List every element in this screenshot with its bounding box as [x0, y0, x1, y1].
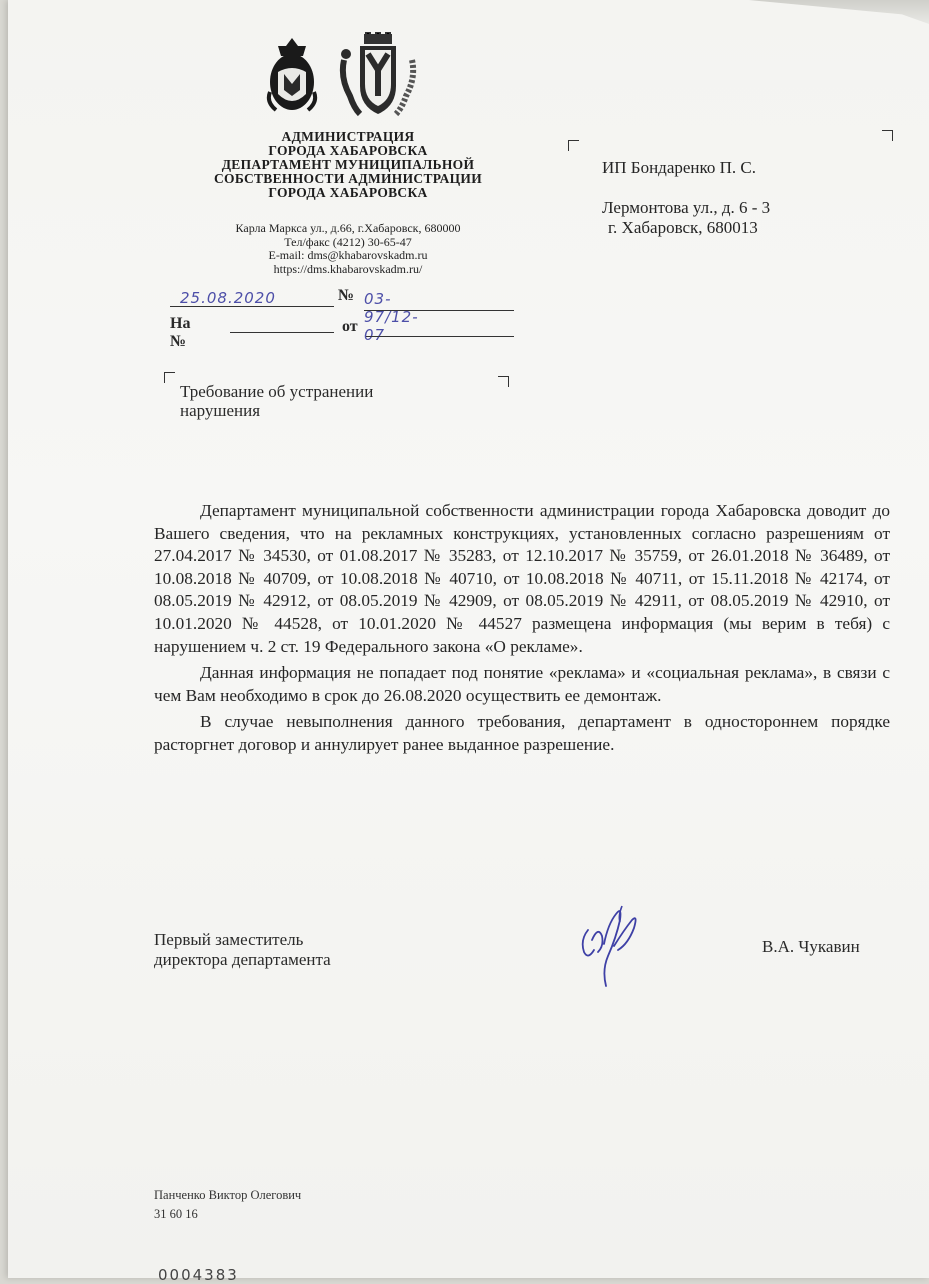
- paper-fold: [749, 0, 929, 24]
- emblems: [258, 32, 438, 122]
- executor-block: [154, 1186, 301, 1224]
- signatory-title-line: директора департамента: [154, 950, 331, 969]
- number-underline: [364, 310, 514, 311]
- executor-name: Панченко Виктор Олегович: [154, 1188, 302, 1202]
- recipient-name: ИП Бондаренко П. С.: [602, 158, 757, 177]
- body-paragraph: Данная информация не попадает под понятие «реклама» и «социальная реклама», в связи с чем Вам необходимо в срок до 26.08.2020 осуществить ее демонтаж.: [154, 663, 890, 705]
- org-line: ДЕПАРТАМЕНТ МУНИЦИПАЛЬНОЙ: [221, 157, 475, 172]
- number-label: №: [338, 287, 355, 304]
- org-line: ГОРОДА ХАБАРОВСКА: [268, 185, 428, 200]
- form-serial-number: 0004383: [158, 1266, 239, 1284]
- registration-date: 25.08.2020: [180, 289, 276, 307]
- recipient-block: [602, 158, 902, 238]
- subject-corner-left: [164, 372, 175, 383]
- recipient-city: г. Хабаровск, 680013: [608, 218, 758, 237]
- executor-phone: 31 60 16: [154, 1207, 198, 1221]
- org-address: Карла Маркса ул., д.66, г.Хабаровск, 680000: [235, 221, 461, 235]
- letter-page: [8, 0, 929, 1284]
- subject-line: Требование об устранении: [180, 382, 374, 401]
- body-paragraph: В случае невыполнения данного требования, департамент в одностороннем порядке расторгнет договор и аннулирует ранее выданное разрешение.: [154, 712, 890, 754]
- letter-body: [154, 500, 890, 757]
- khabarovsk-krai-emblem-icon: [264, 32, 320, 116]
- recipient-corner-left: [568, 140, 579, 151]
- handwritten-signature-icon: [574, 900, 644, 995]
- ref-date-underline: [366, 336, 514, 337]
- org-line: СОБСТВЕННОСТИ АДМИНИСТРАЦИИ: [213, 171, 483, 186]
- registration-number: 03-97/12-07: [364, 290, 419, 344]
- org-phone: Тел/факс (4212) 30-65-47: [284, 234, 412, 249]
- signatory-name: В.А. Чукавин: [762, 937, 860, 956]
- signatory-title-line: Первый заместитель: [154, 930, 304, 949]
- org-line: АДМИНИСТРАЦИЯ: [281, 129, 415, 144]
- subject: [180, 382, 480, 420]
- khabarovsk-city-emblem-icon: [338, 32, 418, 124]
- subject-corner-right: [498, 376, 509, 387]
- org-contacts: [178, 222, 518, 276]
- org-line: ГОРОДА ХАБАРОВСКА: [268, 143, 428, 158]
- subject-line: нарушения: [180, 401, 261, 420]
- recipient-street: Лермонтова ул., д. 6 - 3: [602, 198, 771, 217]
- from-label: от: [342, 318, 358, 335]
- body-paragraph: Департамент муниципальной собственности администрации города Хабаровска доводит до Вашего сведения, что на рекламных конструкциях, установленных согласно разрешениям от 27.04.2017 № 34530, от 01.08.2017 № 35283, от 12.10.2017 № 35759, от 26.01.2018 № 36489, от 10.08.2018 № 40709, от 10.08.2018 № 40710, от 10.08.2018 № 40711, от 15.11.2018 № 42174, от 08.05.2019 № 42912, от 08.05.2019 № 42909, от 08.05.2019 № 42911, от 08.05.2019 № 42910, от 10.01.2020 № 44528, от 10.01.2020 № 44527 размещена информация (мы верим в тебя) с нарушением ч. 2 ст. 19 Федерального закона «О рекламе».: [154, 501, 890, 656]
- signatory-title: [154, 930, 331, 970]
- organization-name: [168, 130, 528, 200]
- ref-label: На №: [170, 315, 191, 350]
- recipient-corner-right: [882, 130, 893, 141]
- org-website: https://dms.khabarovskadm.ru/: [273, 261, 423, 276]
- ref-number-underline: [230, 332, 334, 333]
- date-underline: [170, 306, 334, 307]
- org-email: E-mail: dms@khabarovskadm.ru: [268, 248, 428, 262]
